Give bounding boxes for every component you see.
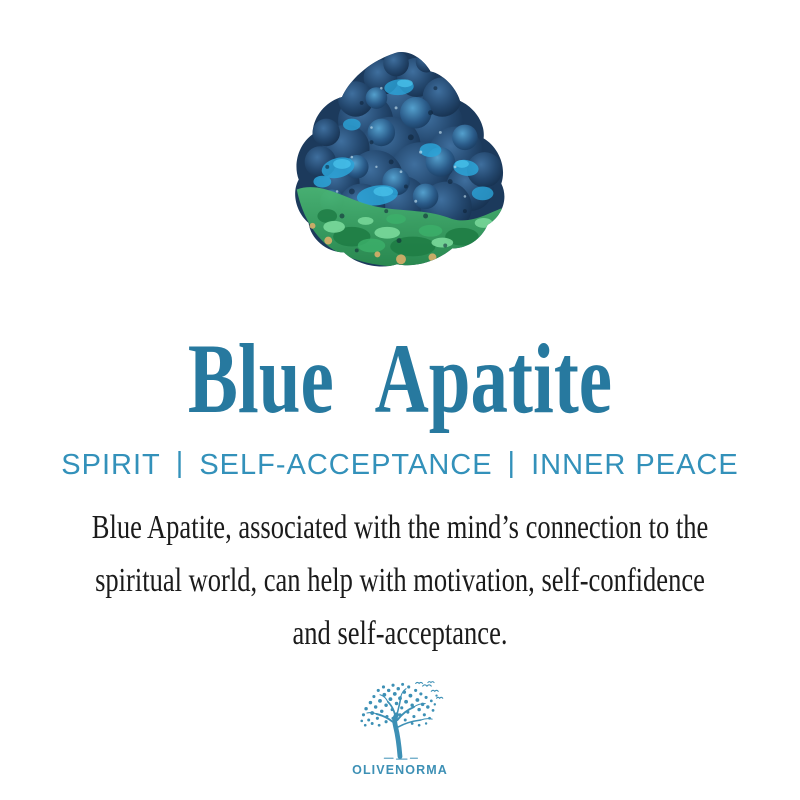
trait-self-acceptance: SELF-ACCEPTANCE <box>199 449 493 481</box>
mineral-image <box>283 42 519 274</box>
trait-spirit: SPIRIT <box>61 449 161 481</box>
brand-name: OLIVENORMA <box>352 763 448 777</box>
description <box>88 501 712 660</box>
page-title: Blue Apatite <box>187 323 613 434</box>
description-line: spiritual world, can help with motivation, self-confidence <box>95 562 705 599</box>
traits-row <box>0 449 800 481</box>
description-line: and self-acceptance. <box>292 615 508 652</box>
separator: | <box>507 447 517 479</box>
mineral-illustration <box>283 42 519 274</box>
description-line: Blue Apatite, associated with the mind’s connection to the <box>91 509 709 546</box>
trait-inner-peace: INNER PEACE <box>531 449 739 481</box>
tree-with-birds-icon <box>349 680 451 760</box>
separator: | <box>175 447 185 479</box>
brand-logo <box>0 680 800 777</box>
